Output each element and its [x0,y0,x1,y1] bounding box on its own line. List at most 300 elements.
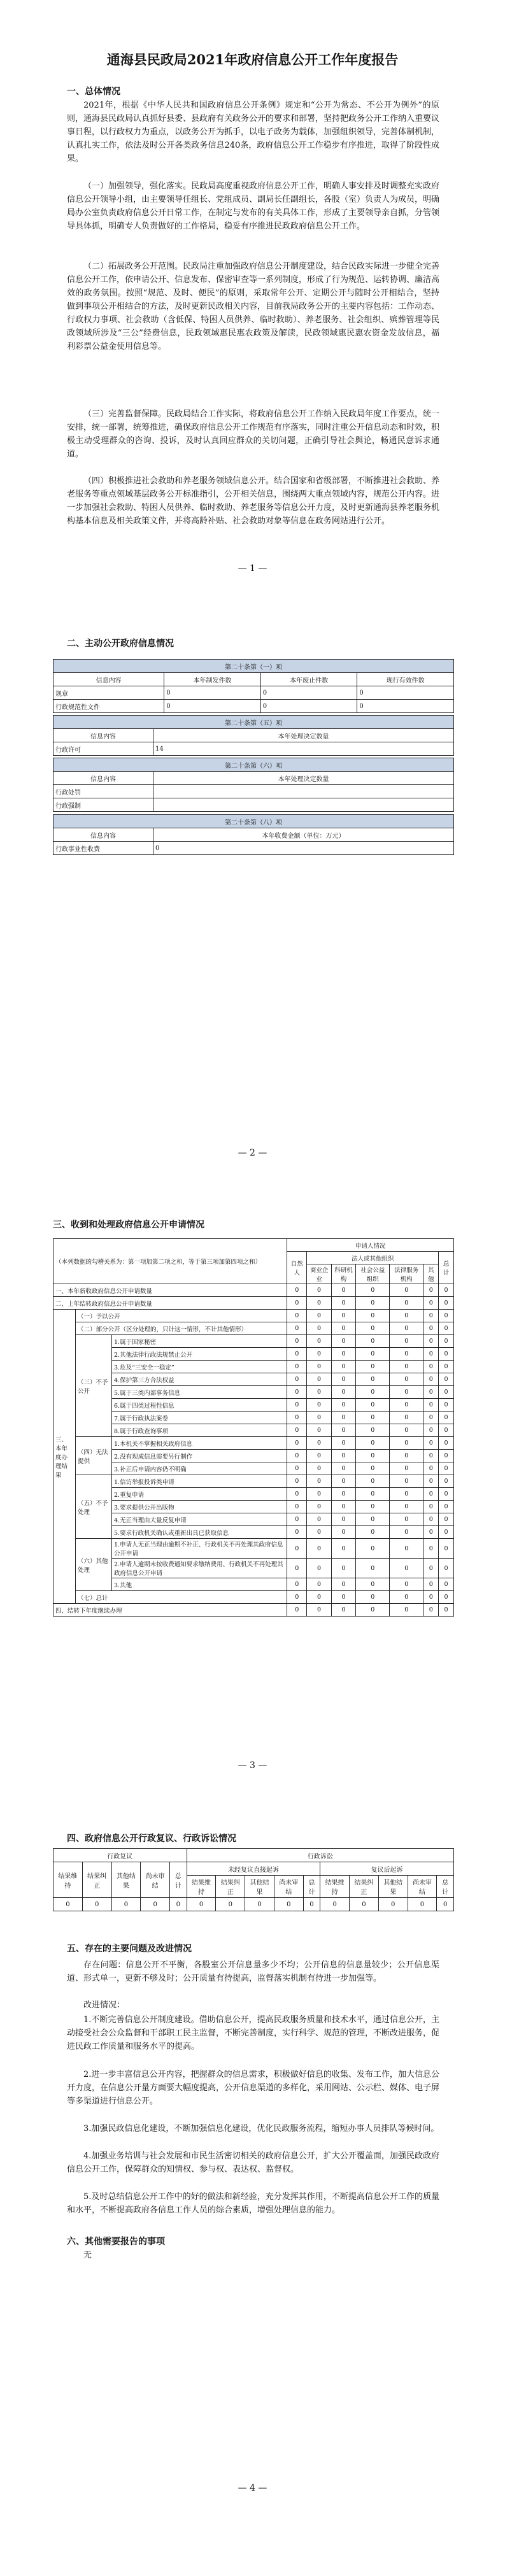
table-cell: 0 [331,1539,355,1559]
table-cell: 0 [356,1361,390,1373]
table-cell: 0 [307,1462,331,1475]
table-cell: 0 [439,1335,454,1348]
table-cell: 0 [331,1475,355,1488]
table-cell: 0 [423,1361,439,1373]
table-cell: 0 [287,1475,307,1488]
section-5-para-6: 4.加强业务培训与社会发展和市民生活密切相关的政府信息公开，扩大公开覆盖面，加强民政政府信息公开工作，保障群众的知情权、参与权、表达权、监督权。 [67,2151,439,2174]
section-6-para: 无 [83,2251,92,2260]
table-cell: 0 [287,1462,307,1475]
table-row-label: 2.申请人逾期未按收费通知要求缴纳费用、行政机关不再处理其政府信息公开申请 [112,1559,287,1578]
table-row [53,1361,454,1373]
table-header: 本年处理决定数量 [153,729,454,742]
table-cell: 0 [111,1898,141,1911]
table-cell: 0 [439,1513,454,1526]
table-cell: 0 [423,1526,439,1539]
table-cell: 0 [423,1399,439,1412]
table-row-label: （七）总计 [76,1591,287,1604]
table-row [53,1462,454,1475]
table-cell: 0 [356,1322,390,1335]
table-header: 总计 [303,1876,320,1898]
table-cell: 0 [307,1437,331,1450]
table-row [53,1513,454,1526]
table-cell: 0 [307,1322,331,1335]
table-cell: 0 [307,1475,331,1488]
table-cell: 0 [439,1373,454,1386]
table-cell: 0 [390,1386,423,1399]
table-row [53,1898,454,1911]
table-cell: 0 [423,1297,439,1310]
table-cell: 0 [350,1898,379,1911]
table-cell: 0 [390,1526,423,1539]
table-cell [153,785,454,798]
table-cell: 0 [287,1424,307,1437]
table-cell: 0 [439,1361,454,1373]
table-row-label: 四、结转下年度继续办理 [53,1604,287,1617]
table-cell: 0 [287,1526,307,1539]
table-corner-note: （本列数据的勾稽关系为：第一项加第二项之和，等于第三项加第四项之和） [53,1239,287,1284]
table-cell: 0 [356,1284,390,1297]
section-1-para-4: （三）完善监督保障。民政局结合工作实际，将政府信息公开工作纳入民政局年度工作要点，统一安排，统一部署，统筹推进，确保政府信息公开工作规范有序落实，同时注重公开信息动态和时效，积极主动受理群众的咨询、投诉，及时认真回应群众的关切问题，正确引导社会舆论，畅通民意诉求通道。 [67,409,440,459]
table-cell: 0 [423,1591,439,1604]
table-row-group-label: 三、本年度办理结果 [53,1310,76,1604]
table-cell: 0 [307,1578,331,1591]
table-cell: 行政强制 [53,798,153,812]
table-cell: 行政许可 [53,742,153,756]
table-cell: 0 [423,1513,439,1526]
table-cell: 0 [423,1437,439,1450]
table-row-label: 2.其他法律行政法规禁止公开 [112,1348,287,1361]
section-4-heading: 四、政府信息公开行政复议、行政诉讼情况 [67,1834,236,1844]
table-row-label: 1.申请人无正当理由逾期不补正、行政机关不再处理其政府信息公开申请 [112,1539,287,1559]
table-header: 申请人情况 [287,1239,454,1252]
table-cell [153,798,454,812]
table-row [53,1424,454,1437]
section-5-para-7: 5.及时总结信息公开工作中的好的做法和新经验，充分发挥其作用，不断提高信息公开工作的质量和水平，不断提高政府各信息工作人员的综合素质，增强处理信息的能力。 [67,2192,439,2215]
table-cell: 0 [356,1373,390,1386]
table-cell: 0 [356,1475,390,1488]
table-header: 结果纠正 [216,1876,245,1898]
table-cell: 0 [331,1450,355,1462]
table-cell: 0 [287,1348,307,1361]
table-cell: 0 [423,1284,439,1297]
table-row [53,1322,454,1335]
table-cell: 0 [439,1559,454,1578]
section-6-heading: 六、其他需要报告的事项 [67,2237,165,2247]
table-cell: 0 [439,1297,454,1310]
table-cell: 0 [439,1501,454,1513]
table-cell: 0 [423,1322,439,1335]
table-row-group-label: （四）无法提供 [76,1437,112,1475]
table-header: 本年处理决定数量 [153,772,454,785]
table-cell: 0 [356,1513,390,1526]
table-cell: 0 [287,1412,307,1424]
table-cell: 0 [356,1604,390,1617]
table-row-label: 6.属于四类过程性信息 [112,1399,287,1412]
table-cell: 0 [331,1361,355,1373]
table-cell: 0 [307,1284,331,1297]
table-cell: 0 [439,1462,454,1475]
table-cell: 0 [331,1310,355,1322]
table-row [53,1386,454,1399]
section-1-heading: 一、总体情况 [67,87,120,97]
table-cell: 0 [439,1348,454,1361]
table-cell: 0 [390,1297,423,1310]
table-cell: 0 [357,700,454,713]
table-row [53,1591,454,1604]
table-cell: 0 [331,1386,355,1399]
table-cell: 0 [287,1450,307,1462]
table-cell: 0 [356,1450,390,1462]
table-cell: 0 [356,1297,390,1310]
table-cell: 0 [331,1297,355,1310]
table-caption: 第二十条第（八）项 [53,815,454,828]
table-header: 商业企业 [307,1264,331,1284]
table-header: 总计 [437,1876,454,1898]
table-cell: 0 [331,1373,355,1386]
table-row [53,1310,454,1322]
table-header: 其他结果 [378,1876,408,1898]
table-cell: 0 [356,1424,390,1437]
section-1-para-2: （一）加强领导，强化落实。民政局高度重视政府信息公开工作，明确人事安排及时调整充实政府信息公开领导小组，由主要领导任组长、党组成员、副局长任副组长，各股（室）负责人为成员，明确局办公室负责政府信息公开日常工作，在制定与发布的有关具体工作，形成了主要领导亲自抓，分管领导具体抓，明确专人负责做好的工作格局，稳妥有序推进民政政府信息公开工作。 [67,181,440,231]
table-cell: 0 [245,1898,274,1911]
table-cell: 0 [357,686,454,700]
table-cell: 0 [408,1898,437,1911]
table-row-group-label: （六）其他处理 [76,1539,112,1591]
table-cell: 0 [439,1488,454,1501]
table-header: 未经复议直接起诉 [187,1862,320,1876]
table-cell: 0 [423,1501,439,1513]
table-header: 其他结果 [245,1876,274,1898]
table-cell: 0 [390,1462,423,1475]
table-cell: 0 [423,1412,439,1424]
table-row [53,1450,454,1462]
table-cell: 行政处罚 [53,785,153,798]
table-header: 复议后起诉 [320,1862,454,1876]
table-row [53,798,454,812]
table-row [53,1539,454,1559]
table-row-label: （一）予以公开 [76,1310,287,1322]
table-cell: 0 [439,1412,454,1424]
table-cell: 0 [331,1578,355,1591]
table-cell: 0 [423,1462,439,1475]
table-cell: 0 [331,1559,355,1578]
page-number-4: — 4 — [238,2483,267,2493]
table-section-20-1 [53,659,454,713]
section-5-para-3: 1.不断完善信息公开制度建设。借助信息公开，提高民政服务质量和技术水平，通过信息公开，主动接受社会公众监督和干部职工民主监督，不断完善制度，实行科学、规范的管理，不断改进服务，促进民政工作质量和服务水平的提高。 [67,2015,440,2051]
table-cell: 0 [439,1475,454,1488]
page-number-3: — 3 — [238,1760,267,1771]
table-cell: 0 [423,1539,439,1559]
table-row-label: 8.属于行政查询事项 [112,1424,287,1437]
table-row-label: 5.属于三类内部事务信息 [112,1386,287,1399]
table-header: 本年废止件数 [260,673,357,686]
table-cell: 0 [439,1322,454,1335]
table-cell: 0 [287,1361,307,1373]
table-row [53,700,454,713]
section-5-para-2: 改进情况： [83,2000,125,2010]
table-header: 信息内容 [53,729,153,742]
section-3-heading: 三、收到和处理政府信息公开申请情况 [53,1220,204,1230]
table-cell: 0 [423,1450,439,1462]
section-5-para-4: 2.进一步丰富信息公开内容，把握群众的信息需求，积极做好信息的收集、发布工作，加大信息公开力度，在信息公开量方面要大幅度提高，公开信息渠道的多样化，采用网站、公示栏、媒体、电子屏等多渠道进行信息公开。 [67,2070,440,2106]
table-cell: 0 [390,1591,423,1604]
table-cell: 0 [356,1591,390,1604]
table-row-label: 4.无正当理由大量反复申请 [112,1513,287,1526]
table-row-label: 1.本机关不掌握相关政府信息 [112,1437,287,1450]
table-row [53,1335,454,1348]
table-row-label: 4.保护第三方合法权益 [112,1373,287,1386]
report-title: 通海县民政局2021年政府信息公开工作年度报告 [106,52,399,67]
table-header: 结果维持 [187,1876,216,1898]
table-cell: 0 [287,1591,307,1604]
table-header: 本年制发件数 [164,673,261,686]
table-cell: 0 [390,1412,423,1424]
table-row [53,1284,454,1297]
table-cell: 0 [287,1604,307,1617]
table-header: 其他结果 [111,1862,141,1898]
table-cell: 0 [307,1335,331,1348]
table-cell: 0 [287,1539,307,1559]
table-row [53,1604,454,1617]
table-row [53,1348,454,1361]
table-cell: 0 [390,1373,423,1386]
table-cell: 0 [390,1399,423,1412]
table-cell: 0 [356,1539,390,1559]
table-cell: 0 [356,1310,390,1322]
table-cell: 0 [390,1284,423,1297]
table-cell: 0 [378,1898,408,1911]
table-header: 其他 [423,1264,439,1284]
table-row-group-label: （五）不予处理 [76,1475,112,1539]
table-row [53,842,454,855]
table-cell: 0 [331,1399,355,1412]
table-row-label: 3.要求提供公开出版物 [112,1501,287,1513]
table-cell: 0 [356,1462,390,1475]
table-cell: 0 [53,1898,83,1911]
table-cell: 0 [390,1348,423,1361]
table-cell: 0 [390,1450,423,1462]
table-header: 总计 [170,1862,187,1898]
table-cell: 0 [331,1501,355,1513]
table-header: 尚未审结 [408,1876,437,1898]
section-5-para-5: 3.加强民政信息化建设，不断加强信息化建设，优化民政服务流程，缩短办事人员排队等候时间。 [83,2124,439,2134]
table-cell: 0 [423,1475,439,1488]
table-cell: 0 [356,1501,390,1513]
section-2-heading: 二、主动公开政府信息情况 [67,639,174,649]
table-cell: 0 [423,1386,439,1399]
table-header: 尚未审结 [141,1862,170,1898]
table-cell: 0 [439,1526,454,1539]
table-cell: 0 [439,1437,454,1450]
table-cell: 0 [287,1310,307,1322]
page-number-2: — 2 — [238,1148,267,1158]
table-row-group-label: （三）不予公开 [76,1335,112,1437]
table-cell: 0 [307,1526,331,1539]
table-cell: 0 [331,1604,355,1617]
table-section-20-5 [53,715,454,756]
table-cell: 0 [390,1322,423,1335]
table-header: 现行有效件数 [357,673,454,686]
table-cell: 0 [287,1297,307,1310]
table-cell: 0 [164,686,261,700]
table-cell: 0 [307,1513,331,1526]
table-applications [53,1238,454,1617]
table-cell: 0 [390,1501,423,1513]
table-cell: 0 [390,1335,423,1348]
table-cell: 规章 [53,686,164,700]
table-cell: 0 [331,1284,355,1297]
table-header: 科研机构 [331,1264,355,1284]
table-header: 信息内容 [53,828,153,842]
table-cell: 0 [331,1424,355,1437]
table-cell: 0 [331,1462,355,1475]
table-cell: 0 [307,1399,331,1412]
table-cell: 0 [287,1488,307,1501]
table-cell: 0 [307,1488,331,1501]
table-header: 行政复议 [53,1849,187,1862]
table-row-label: 2.没有现成信息需要另行制作 [112,1450,287,1462]
table-cell: 0 [439,1604,454,1617]
table-cell: 0 [437,1898,454,1911]
table-cell: 0 [356,1559,390,1578]
table-cell: 0 [141,1898,170,1911]
table-header: 法律服务机构 [390,1264,423,1284]
table-row [53,1559,454,1578]
table-cell: 0 [390,1539,423,1559]
table-cell: 0 [390,1578,423,1591]
table-row-label: 7.属于行政执法案卷 [112,1412,287,1424]
table-cell: 0 [307,1310,331,1322]
table-cell: 0 [423,1373,439,1386]
table-cell: 0 [356,1386,390,1399]
table-row-label: 1.信访举报投诉类申请 [112,1475,287,1488]
table-row-label: 3.其他 [112,1578,287,1591]
table-cell: 0 [390,1437,423,1450]
table-cell: 0 [423,1488,439,1501]
table-header: 本年收费金额（单位：万元） [153,828,454,842]
table-cell: 0 [331,1526,355,1539]
table-row-label: 一、本年新收政府信息公开申请数量 [53,1284,287,1297]
table-section-20-6 [53,758,454,812]
table-header: 信息内容 [53,673,164,686]
table-row [53,1488,454,1501]
table-cell: 0 [439,1386,454,1399]
section-5-para-1: 存在问题：信息公开不平衡，各股室公开信息量多少不均；公开信息的信息量较少；公开信息渠道、形式单一，更新不够及时；公开质量有待提高，监督落实机制有待进一步加强等。 [67,1960,439,1983]
table-cell: 0 [307,1412,331,1424]
table-header: 行政诉讼 [187,1849,453,1862]
table-cell: 0 [216,1898,245,1911]
table-header: 结果纠正 [82,1862,111,1898]
table-caption: 第二十条第（五）项 [53,716,454,729]
table-cell: 0 [356,1412,390,1424]
table-cell: 0 [356,1348,390,1361]
table-cell: 0 [287,1284,307,1297]
table-cell: 0 [439,1591,454,1604]
table-cell: 0 [390,1513,423,1526]
table-cell: 0 [439,1310,454,1322]
table-review-litigation [53,1848,454,1911]
table-row [53,1437,454,1450]
table-cell: 0 [287,1559,307,1578]
table-cell: 0 [356,1488,390,1501]
table-cell: 行政事业性收费 [53,842,153,855]
section-1-para-3: （二）拓展政务公开范围。民政局注重加强政府信息公开制度建设，结合民政实际进一步健全完善信息公开工作，依申请公开、信息发布、保密审查等一系列制度，形成了行为规范、运转协调、廉洁高效的政务氛围。按照“规范、及时、便民”的原则，采取常年公开、定期公开与随时公开相结合，坚持做到事项公开相结合的方法，及时更新民政相关内容，目前我局政务公开的主要内容包括：工作动态、行政权力事项、社会救助（含低保、特困人员供养、临时救助）、养老服务、社会组织、殡葬管理等民政领域所涉及“三公”经费信息，民政领域惠民惠农政策及解读，民政领域惠民惠农资金发放信息，福利彩票公益金使用信息等。 [67,262,440,351]
table-cell: 0 [170,1898,187,1911]
table-cell: 0 [307,1373,331,1386]
table-header: 结果维持 [320,1876,350,1898]
table-cell: 0 [390,1488,423,1501]
table-header: 社会公益组织 [356,1264,390,1284]
table-row [53,785,454,798]
table-cell: 0 [356,1399,390,1412]
table-cell: 0 [287,1501,307,1513]
table-cell: 0 [287,1373,307,1386]
table-cell: 0 [307,1539,331,1559]
table-row [53,1475,454,1488]
table-row [53,1412,454,1424]
table-row-label: 1.属于国家秘密 [112,1335,287,1348]
table-cell: 0 [82,1898,111,1911]
table-cell: 0 [390,1310,423,1322]
page-number-1: — 1 — [238,563,267,574]
table-cell: 0 [439,1539,454,1559]
table-cell: 0 [287,1437,307,1450]
table-cell: 0 [307,1297,331,1310]
table-caption: 第二十条第（一）项 [53,660,454,673]
table-cell: 0 [390,1424,423,1437]
section-5-heading: 五、存在的主要问题及改进情况 [67,1944,192,1954]
table-cell: 0 [307,1361,331,1373]
table-cell: 0 [423,1348,439,1361]
table-cell: 0 [390,1475,423,1488]
table-cell: 0 [356,1335,390,1348]
table-cell: 0 [287,1322,307,1335]
table-cell: 0 [307,1348,331,1361]
table-row-label: 3.危及“三安全一稳定” [112,1361,287,1373]
table-row-label: 二、上年结转政府信息公开申请数量 [53,1297,287,1310]
table-cell: 0 [260,700,357,713]
table-cell: 0 [307,1501,331,1513]
section-1-para-5: （四）积极推进社会救助和养老服务领域信息公开。结合国家和省级部署，不断推进社会救助、养老服务等重点领域基层政务公开标准指引，公开相关信息，围绕两大重点领域内容，规范公开内容。进一步加强社会救助、特困人员供养、临时救助、养老服务等信息公开力度，及时更新通海县养老服务机构基本信息及相关政策文件，并将高龄补贴、社会救助对象等信息在政务网站进行公开。 [67,476,440,526]
table-row [53,1399,454,1412]
table-cell: 0 [153,842,454,855]
table-cell: 0 [331,1513,355,1526]
table-header: 结果纠正 [350,1876,379,1898]
table-cell: 0 [307,1386,331,1399]
table-cell: 14 [153,742,454,756]
table-cell: 0 [423,1310,439,1322]
table-cell: 0 [287,1335,307,1348]
table-cell: 0 [331,1591,355,1604]
table-cell: 0 [356,1578,390,1591]
table-cell: 0 [307,1450,331,1462]
table-cell: 0 [423,1559,439,1578]
table-header: 结果维持 [53,1862,83,1898]
section-1-para-1: 2021年，根据《中华人民共和国政府信息公开条例》规定和“公开为常态、不公开为例外”的原则，通海县民政局认真抓好县委、县政府有关政务公开的要求和部署，坚持把政务公开工作纳入重要议事日程，以行政权力为重点，以政务公开为抓手，以电子政务为载体，加强组织领导，完善体制机制，认真扎实工作，依法及时公开各类政务信息240条，政府信息公开工作稳步有序推进，取得了阶段性成果。 [67,101,440,164]
table-cell: 0 [187,1898,216,1911]
table-cell: 0 [423,1578,439,1591]
table-header: 信息内容 [53,772,153,785]
table-section-20-8 [53,814,454,855]
table-cell: 0 [390,1604,423,1617]
table-row [53,1578,454,1591]
table-row [53,686,454,700]
table-cell: 0 [303,1898,320,1911]
table-caption: 第二十条第（六）项 [53,758,454,772]
table-cell: 0 [331,1335,355,1348]
table-cell: 0 [260,686,357,700]
table-cell: 0 [390,1361,423,1373]
